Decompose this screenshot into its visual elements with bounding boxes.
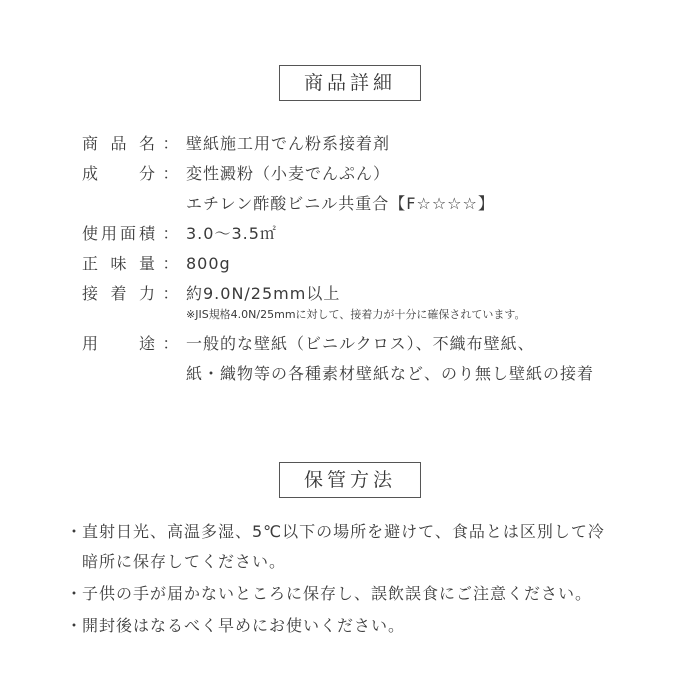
spec-label: 用途 [82,334,156,353]
spec-row-product-name [82,129,642,159]
spec-value-line: エチレン酢酸ビニル共重合【F☆☆☆☆】 [186,194,495,213]
list-item [64,579,644,609]
spec-label: 正味量 [82,254,156,273]
spec-colon: ： [162,224,180,243]
spec-row-adhesion [82,279,642,329]
spec-value [186,329,642,389]
list-item-line: 暗所に保存してください。 [82,552,287,571]
bullet: ・ [66,584,84,603]
spec-value-line: 変性澱粉（小麦でんぷん） [186,164,391,183]
bullet: ・ [66,522,84,541]
spec-colon: ： [162,254,180,273]
spec-value [186,159,642,219]
spec-label: 成分 [82,164,156,183]
spec-row-ingredients [82,159,642,219]
spec-value-line: 壁紙施工用でん粉系接着剤 [186,134,391,153]
spec-value [186,279,642,329]
storage-section-title: 保管方法 [279,462,421,498]
spec-value-line: 一般的な壁紙（ビニルクロス）、不織布壁紙、 [186,334,535,353]
list-item [64,517,644,577]
bullet: ・ [66,616,84,635]
list-item-line: 子供の手が届かないところに保存し、誤飲誤食にご注意ください。 [82,584,593,603]
spec-value [186,219,642,249]
spec-colon: ： [162,284,180,303]
list-item-line: 直射日光、高温多湿、5℃以下の場所を避けて、食品とは区別して冷 [82,522,605,541]
spec-label: 商品名 [82,134,156,153]
spec-value-line: 3.0～3.5㎡ [186,224,277,243]
spec-row-net-weight [82,249,642,279]
list-item-line: 開封後はなるべく早めにお使いください。 [82,616,406,635]
storage-list [64,517,644,643]
spec-value-line: 800g [186,254,231,273]
spec-table [82,129,642,389]
spec-colon: ： [162,334,180,353]
spec-value-line: 約9.0N/25mm以上 [186,284,341,303]
spec-colon: ： [162,164,180,183]
spec-value [186,249,642,279]
spec-row-usage [82,329,642,389]
spec-value-line: 紙・織物等の各種素材壁紙など、のり無し壁紙の接着 [186,364,595,383]
spec-colon: ： [162,134,180,153]
spec-note: ※JIS規格4.0N/25mmに対して、接着力が十分に確保されています。 [186,308,526,321]
spec-row-coverage [82,219,642,249]
list-item [64,611,644,641]
details-section-title: 商品詳細 [279,65,421,101]
spec-label: 接着力 [82,284,156,303]
spec-label: 使用面積 [82,224,156,243]
spec-value [186,129,642,159]
